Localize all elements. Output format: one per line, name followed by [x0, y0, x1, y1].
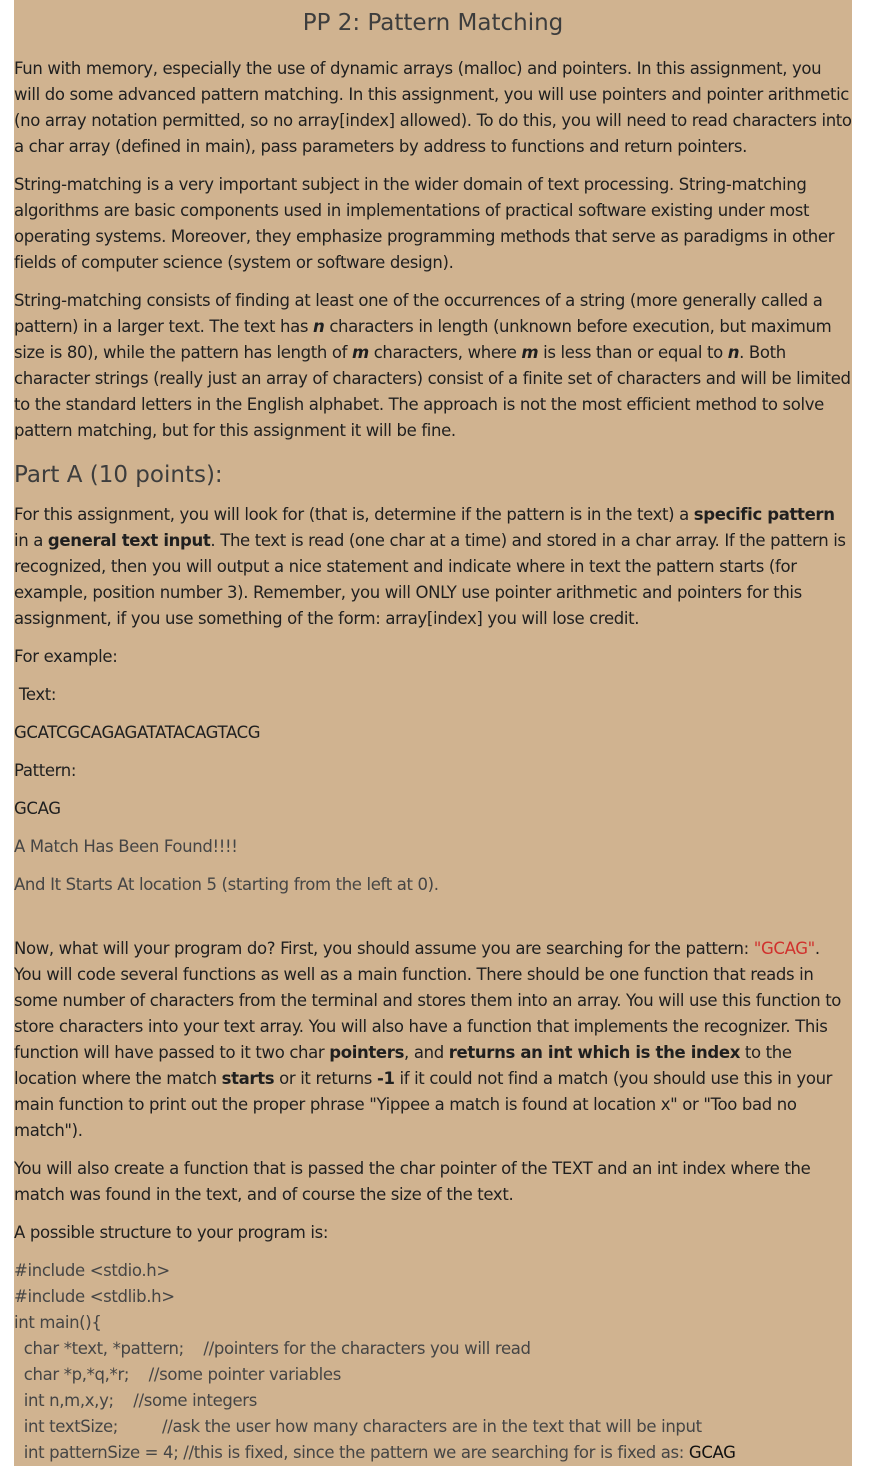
code-line: #include <stdio.h> — [14, 1261, 170, 1280]
intro-paragraph-3: String-matching consists of finding at least one of the occurrences of a string (more generally called a pattern) in a larger text. The text has n characters in length (unknown before execution, but maximum size is 80), while the pattern has length of m characters, where m is less than or equal to n. Both character strings (really just an array of characters) consist of a finite set of characters and will be limited to the standard letters in the English alphabet. The approach is not the most efficient method to solve pattern matching, but for this assignment it will be fine. — [14, 291, 851, 440]
code-line: int main(){ — [14, 1313, 102, 1332]
document-page — [14, 0, 852, 1466]
intro-paragraph-1: Fun with memory, especially the use of dynamic arrays (malloc) and pointers. In this assignment, you will do some advanced pattern matching. In this assignment, you will use pointers and pointer arithmetic (no array notation permitted, so no array[index] allowed). To do this, you will need to read characters into a char array (defined in main), pass parameters by address to functions and return pointers. — [14, 59, 852, 156]
code-line: char *text, *pattern; //pointers for the characters you will read — [14, 1339, 531, 1358]
intro-paragraph-2: String-matching is a very important subject in the wider domain of text processing. String-matching algorithms are basic components used in implementations of practical software existing under most operating systems. Moreover, they emphasize programming methods that serve as paradigms in other fields of computer science (system or software design). — [14, 175, 835, 272]
page-title: PP 2: Pattern Matching — [302, 10, 564, 36]
code-block — [14, 1258, 852, 1466]
document-body — [14, 56, 852, 1466]
match-location-output: And It Starts At location 5 (starting from the left at 0). — [14, 875, 439, 894]
code-line: int patternSize = 4; //this is fixed, since the pattern we are searching for is fixed as: GCAG — [14, 1443, 736, 1462]
part-a-paragraph: For this assignment, you will look for (that is, determine if the pattern is in the text) a specific pattern in a general text input. The text is read (one char at a time) and stored in a char array. If the pattern is recognized, then you will output a nice statement and indicate where in text the pattern starts (for example, position number 3). Remember, you will ONLY use pointer arithmetic and pointers for this assignment, if you use something of the form: array[index] you will lose credit. — [14, 505, 846, 628]
match-found-output: A Match Has Been Found!!!! — [14, 837, 238, 856]
text-value: GCATCGCAGAGATATACAGTACG — [14, 723, 261, 742]
code-line: #include <stdlib.h> — [14, 1287, 175, 1306]
pattern-highlight: "GCAG" — [753, 939, 815, 958]
pattern-label: Pattern: — [14, 761, 77, 780]
code-line: int textSize; //ask the user how many characters are in the text that will be input — [14, 1417, 702, 1436]
code-line: char *p,*q,*r; //some pointer variables — [14, 1365, 341, 1384]
program-description-paragraph: Now, what will your program do? First, you should assume you are searching for the pattern: "GCAG". You will code several functions as well as a main function. There should be one function that reads in some number of characters from the terminal and stores them into an array. You will use this function to store characters into your text array. You will also have a function that implements the recognizer. This function will have passed to it two char pointers, and returns an int which is the index to the location where the match starts or it returns -1 if it could not find a match (you should use this in your main function to print out the proper phrase "Yippee a match is found at location x" or "Too bad no match"). — [14, 939, 842, 1140]
pattern-value: GCAG — [14, 799, 61, 818]
text-label: Text: — [14, 685, 57, 704]
code-line: int n,m,x,y; //some integers — [14, 1391, 257, 1410]
part-a-heading: Part A (10 points): — [14, 462, 223, 488]
for-example-label: For example: — [14, 647, 118, 666]
structure-label: A possible structure to your program is: — [14, 1223, 329, 1242]
function-description-paragraph: You will also create a function that is passed the char pointer of the TEXT and an int index where the match was found in the text, and of course the size of the text. — [14, 1159, 811, 1204]
